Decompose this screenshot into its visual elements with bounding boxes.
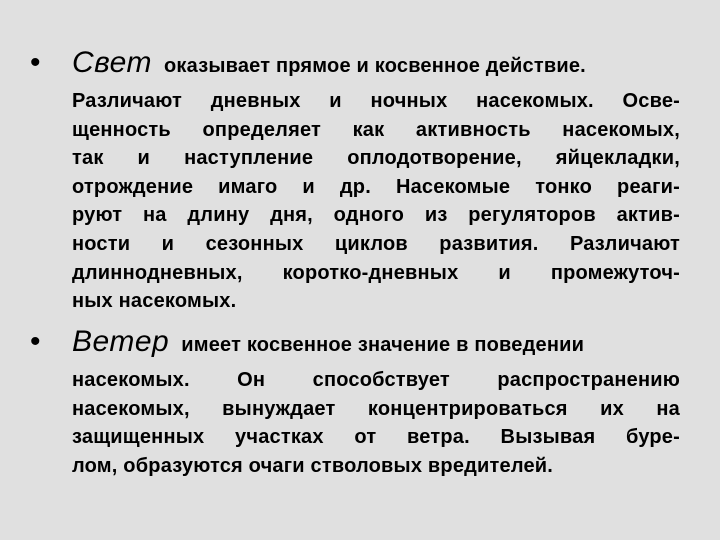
bullet-marker: •: [30, 325, 41, 358]
text-line: ных насекомых.: [72, 290, 237, 313]
text-line: Различают дневных и ночных насекомых. Осве-: [72, 90, 680, 112]
text-line: так и наступление оплодотворение, яйцекладки,: [72, 147, 680, 170]
bullet-head-line: [72, 42, 680, 87]
bullet-head-line: [72, 321, 680, 366]
text-line: руют на длину дня, одного из регуляторов актив-: [72, 204, 680, 227]
text-line: защищенных участках от ветра. Вызывая буре-: [72, 426, 680, 449]
text-line: насекомых. Он способствует распространению: [72, 369, 680, 391]
text-line: длиннодневных, коротко-дневных и промежуточ-: [72, 261, 680, 284]
bullet-head-text: оказывает прямое и косвенное действие.: [164, 55, 586, 77]
bullet-head-text: имеет косвенное значение в поведении: [181, 334, 585, 356]
bullet-marker: •: [30, 46, 41, 79]
bullet-light: [30, 42, 680, 316]
bullet-wind: [30, 321, 680, 480]
bullet-text: [72, 321, 680, 480]
text-line: ности и сезонных циклов развития. Различают: [72, 232, 680, 255]
bullet-keyword: Ветер: [72, 325, 170, 358]
text-line: отрождение имаго и др. Насекомые тонко реаги-: [72, 175, 680, 198]
bullet-keyword: Свет: [72, 46, 153, 79]
text-line: лом, образуются очаги стволовых вредителей.: [72, 454, 554, 477]
text-line: щенность определяет как активность насекомых,: [72, 118, 680, 141]
bullet-text: [72, 42, 680, 316]
text-line: насекомых, вынуждает концентрироваться их на: [72, 397, 680, 420]
